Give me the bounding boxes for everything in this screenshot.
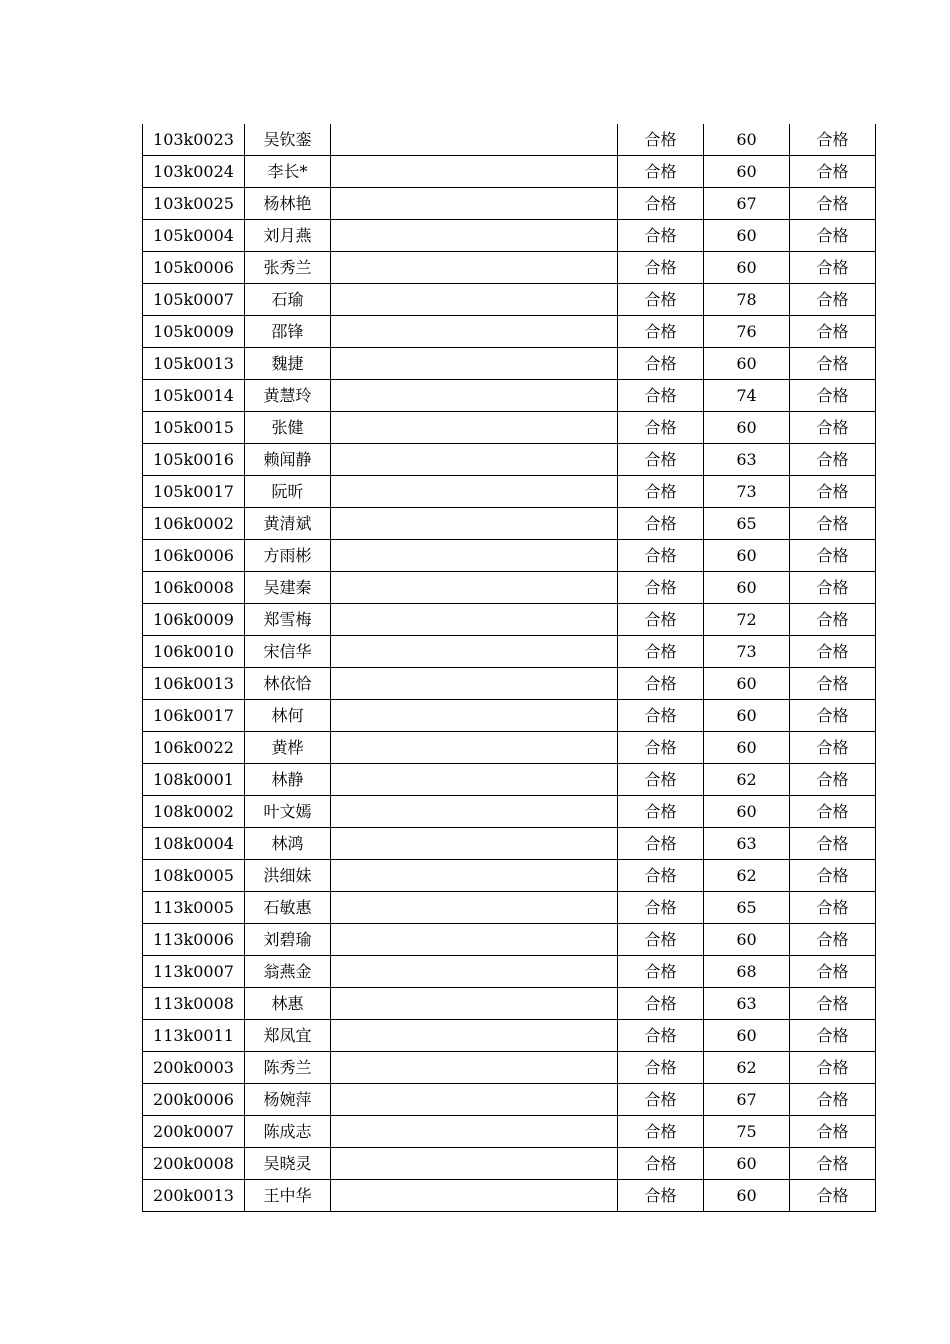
candidate-id-cell: 103k0024 — [143, 156, 245, 188]
score-cell: 60 — [704, 1180, 790, 1212]
candidate-id-cell: 106k0008 — [143, 572, 245, 604]
result-cell: 合格 — [618, 124, 704, 156]
table-row — [143, 252, 876, 284]
candidate-id-cell: 200k0008 — [143, 1148, 245, 1180]
score-cell: 63 — [704, 444, 790, 476]
result-cell: 合格 — [618, 156, 704, 188]
name-cell: 黄桦 — [245, 732, 331, 764]
name-cell: 赖闻静 — [245, 444, 331, 476]
score-cell: 60 — [704, 156, 790, 188]
score-cell: 60 — [704, 1148, 790, 1180]
final-result-cell: 合格 — [790, 732, 876, 764]
result-cell: 合格 — [618, 220, 704, 252]
blank-cell — [331, 444, 618, 476]
candidate-id-cell: 200k0013 — [143, 1180, 245, 1212]
table-row — [143, 924, 876, 956]
final-result-cell: 合格 — [790, 892, 876, 924]
result-cell: 合格 — [618, 764, 704, 796]
blank-cell — [331, 1052, 618, 1084]
score-cell: 65 — [704, 508, 790, 540]
name-cell: 郑凤宜 — [245, 1020, 331, 1052]
table-row — [143, 956, 876, 988]
result-cell: 合格 — [618, 860, 704, 892]
table-row — [143, 1116, 876, 1148]
final-result-cell: 合格 — [790, 1180, 876, 1212]
table-row — [143, 220, 876, 252]
name-cell: 宋信华 — [245, 636, 331, 668]
name-cell: 林惠 — [245, 988, 331, 1020]
name-cell: 邵锋 — [245, 316, 331, 348]
final-result-cell: 合格 — [790, 188, 876, 220]
name-cell: 王中华 — [245, 1180, 331, 1212]
candidate-id-cell: 200k0006 — [143, 1084, 245, 1116]
blank-cell — [331, 1084, 618, 1116]
final-result-cell: 合格 — [790, 604, 876, 636]
blank-cell — [331, 828, 618, 860]
final-result-cell: 合格 — [790, 380, 876, 412]
table-row — [143, 476, 876, 508]
candidate-id-cell: 200k0003 — [143, 1052, 245, 1084]
final-result-cell: 合格 — [790, 316, 876, 348]
table-row — [143, 348, 876, 380]
blank-cell — [331, 1148, 618, 1180]
result-cell: 合格 — [618, 1020, 704, 1052]
candidate-id-cell: 108k0004 — [143, 828, 245, 860]
name-cell: 杨林艳 — [245, 188, 331, 220]
final-result-cell: 合格 — [790, 700, 876, 732]
score-cell: 63 — [704, 828, 790, 860]
blank-cell — [331, 860, 618, 892]
result-cell: 合格 — [618, 412, 704, 444]
final-result-cell: 合格 — [790, 124, 876, 156]
candidate-id-cell: 105k0013 — [143, 348, 245, 380]
table-row — [143, 636, 876, 668]
name-cell: 刘碧瑜 — [245, 924, 331, 956]
result-cell: 合格 — [618, 1116, 704, 1148]
candidate-id-cell: 103k0023 — [143, 124, 245, 156]
final-result-cell: 合格 — [790, 284, 876, 316]
blank-cell — [331, 316, 618, 348]
results-sheet — [142, 124, 875, 1212]
candidate-id-cell: 108k0005 — [143, 860, 245, 892]
final-result-cell: 合格 — [790, 1020, 876, 1052]
blank-cell — [331, 252, 618, 284]
table-row — [143, 604, 876, 636]
final-result-cell: 合格 — [790, 476, 876, 508]
candidate-id-cell: 105k0006 — [143, 252, 245, 284]
name-cell: 翁燕金 — [245, 956, 331, 988]
result-cell: 合格 — [618, 988, 704, 1020]
final-result-cell: 合格 — [790, 1148, 876, 1180]
score-cell: 60 — [704, 924, 790, 956]
score-cell: 65 — [704, 892, 790, 924]
name-cell: 郑雪梅 — [245, 604, 331, 636]
candidate-id-cell: 105k0015 — [143, 412, 245, 444]
blank-cell — [331, 636, 618, 668]
score-cell: 60 — [704, 1020, 790, 1052]
score-cell: 60 — [704, 540, 790, 572]
blank-cell — [331, 572, 618, 604]
score-cell: 62 — [704, 860, 790, 892]
result-cell: 合格 — [618, 924, 704, 956]
candidate-id-cell: 200k0007 — [143, 1116, 245, 1148]
table-row — [143, 1180, 876, 1212]
name-cell: 陈成志 — [245, 1116, 331, 1148]
candidate-id-cell: 106k0017 — [143, 700, 245, 732]
result-cell: 合格 — [618, 348, 704, 380]
blank-cell — [331, 380, 618, 412]
table-row — [143, 508, 876, 540]
candidate-id-cell: 105k0009 — [143, 316, 245, 348]
score-cell: 60 — [704, 124, 790, 156]
blank-cell — [331, 1180, 618, 1212]
result-cell: 合格 — [618, 252, 704, 284]
blank-cell — [331, 476, 618, 508]
table-row — [143, 540, 876, 572]
candidate-id-cell: 113k0007 — [143, 956, 245, 988]
score-cell: 78 — [704, 284, 790, 316]
result-cell: 合格 — [618, 1148, 704, 1180]
result-cell: 合格 — [618, 892, 704, 924]
result-cell: 合格 — [618, 284, 704, 316]
final-result-cell: 合格 — [790, 444, 876, 476]
score-cell: 63 — [704, 988, 790, 1020]
name-cell: 洪细妹 — [245, 860, 331, 892]
result-cell: 合格 — [618, 1084, 704, 1116]
table-row — [143, 444, 876, 476]
name-cell: 石敏惠 — [245, 892, 331, 924]
candidate-id-cell: 106k0022 — [143, 732, 245, 764]
score-cell: 76 — [704, 316, 790, 348]
table-row — [143, 316, 876, 348]
table-row — [143, 1084, 876, 1116]
result-cell: 合格 — [618, 796, 704, 828]
final-result-cell: 合格 — [790, 668, 876, 700]
blank-cell — [331, 988, 618, 1020]
name-cell: 吴钦銮 — [245, 124, 331, 156]
name-cell: 刘月燕 — [245, 220, 331, 252]
score-cell: 68 — [704, 956, 790, 988]
blank-cell — [331, 700, 618, 732]
table-row — [143, 1148, 876, 1180]
name-cell: 石瑜 — [245, 284, 331, 316]
candidate-id-cell: 113k0011 — [143, 1020, 245, 1052]
final-result-cell: 合格 — [790, 508, 876, 540]
candidate-id-cell: 106k0009 — [143, 604, 245, 636]
final-result-cell: 合格 — [790, 1052, 876, 1084]
result-cell: 合格 — [618, 380, 704, 412]
result-cell: 合格 — [618, 732, 704, 764]
name-cell: 魏捷 — [245, 348, 331, 380]
table-row — [143, 380, 876, 412]
final-result-cell: 合格 — [790, 764, 876, 796]
name-cell: 阮昕 — [245, 476, 331, 508]
name-cell: 林静 — [245, 764, 331, 796]
blank-cell — [331, 796, 618, 828]
blank-cell — [331, 540, 618, 572]
score-cell: 74 — [704, 380, 790, 412]
name-cell: 叶文嫣 — [245, 796, 331, 828]
score-cell: 75 — [704, 1116, 790, 1148]
score-cell: 60 — [704, 796, 790, 828]
name-cell: 林依恰 — [245, 668, 331, 700]
candidate-id-cell: 105k0014 — [143, 380, 245, 412]
name-cell: 黄清斌 — [245, 508, 331, 540]
final-result-cell: 合格 — [790, 956, 876, 988]
score-cell: 60 — [704, 732, 790, 764]
score-cell: 67 — [704, 188, 790, 220]
candidate-id-cell: 105k0004 — [143, 220, 245, 252]
table-body — [143, 124, 876, 1212]
score-cell: 73 — [704, 636, 790, 668]
table-row — [143, 668, 876, 700]
table-row — [143, 764, 876, 796]
final-result-cell: 合格 — [790, 220, 876, 252]
name-cell: 李长* — [245, 156, 331, 188]
candidate-id-cell: 106k0013 — [143, 668, 245, 700]
candidate-id-cell: 105k0016 — [143, 444, 245, 476]
table-row — [143, 892, 876, 924]
blank-cell — [331, 604, 618, 636]
blank-cell — [331, 764, 618, 796]
final-result-cell: 合格 — [790, 540, 876, 572]
result-cell: 合格 — [618, 956, 704, 988]
final-result-cell: 合格 — [790, 828, 876, 860]
final-result-cell: 合格 — [790, 412, 876, 444]
score-cell: 60 — [704, 220, 790, 252]
blank-cell — [331, 508, 618, 540]
name-cell: 吴晓灵 — [245, 1148, 331, 1180]
blank-cell — [331, 284, 618, 316]
candidate-id-cell: 103k0025 — [143, 188, 245, 220]
table-row — [143, 1020, 876, 1052]
table-row — [143, 796, 876, 828]
name-cell: 林鸿 — [245, 828, 331, 860]
candidate-id-cell: 106k0010 — [143, 636, 245, 668]
final-result-cell: 合格 — [790, 796, 876, 828]
score-cell: 72 — [704, 604, 790, 636]
name-cell: 陈秀兰 — [245, 1052, 331, 1084]
candidate-id-cell: 106k0006 — [143, 540, 245, 572]
blank-cell — [331, 220, 618, 252]
blank-cell — [331, 732, 618, 764]
final-result-cell: 合格 — [790, 1084, 876, 1116]
score-cell: 60 — [704, 348, 790, 380]
result-cell: 合格 — [618, 636, 704, 668]
result-cell: 合格 — [618, 668, 704, 700]
score-cell: 60 — [704, 700, 790, 732]
table-row — [143, 572, 876, 604]
blank-cell — [331, 924, 618, 956]
final-result-cell: 合格 — [790, 924, 876, 956]
score-cell: 73 — [704, 476, 790, 508]
score-cell: 60 — [704, 412, 790, 444]
final-result-cell: 合格 — [790, 860, 876, 892]
result-cell: 合格 — [618, 508, 704, 540]
candidate-id-cell: 108k0002 — [143, 796, 245, 828]
blank-cell — [331, 956, 618, 988]
name-cell: 林何 — [245, 700, 331, 732]
blank-cell — [331, 188, 618, 220]
blank-cell — [331, 668, 618, 700]
table-row — [143, 700, 876, 732]
result-cell: 合格 — [618, 540, 704, 572]
score-cell: 60 — [704, 572, 790, 604]
table-row — [143, 732, 876, 764]
table-row — [143, 988, 876, 1020]
candidate-id-cell: 113k0005 — [143, 892, 245, 924]
final-result-cell: 合格 — [790, 1116, 876, 1148]
score-cell: 60 — [704, 252, 790, 284]
candidate-id-cell: 113k0008 — [143, 988, 245, 1020]
blank-cell — [331, 156, 618, 188]
name-cell: 方雨彬 — [245, 540, 331, 572]
score-cell: 62 — [704, 764, 790, 796]
result-cell: 合格 — [618, 476, 704, 508]
candidate-id-cell: 105k0017 — [143, 476, 245, 508]
final-result-cell: 合格 — [790, 348, 876, 380]
name-cell: 张健 — [245, 412, 331, 444]
table-row — [143, 828, 876, 860]
blank-cell — [331, 892, 618, 924]
result-cell: 合格 — [618, 700, 704, 732]
table-row — [143, 860, 876, 892]
result-cell: 合格 — [618, 188, 704, 220]
blank-cell — [331, 124, 618, 156]
score-cell: 62 — [704, 1052, 790, 1084]
final-result-cell: 合格 — [790, 988, 876, 1020]
table-row — [143, 412, 876, 444]
result-cell: 合格 — [618, 604, 704, 636]
blank-cell — [331, 348, 618, 380]
table-row — [143, 1052, 876, 1084]
result-cell: 合格 — [618, 316, 704, 348]
table-row — [143, 124, 876, 156]
final-result-cell: 合格 — [790, 156, 876, 188]
candidate-id-cell: 113k0006 — [143, 924, 245, 956]
blank-cell — [331, 1116, 618, 1148]
blank-cell — [331, 412, 618, 444]
score-cell: 67 — [704, 1084, 790, 1116]
candidate-id-cell: 105k0007 — [143, 284, 245, 316]
candidate-id-cell: 108k0001 — [143, 764, 245, 796]
result-cell: 合格 — [618, 572, 704, 604]
name-cell: 吴建秦 — [245, 572, 331, 604]
result-cell: 合格 — [618, 444, 704, 476]
table-row — [143, 188, 876, 220]
final-result-cell: 合格 — [790, 572, 876, 604]
blank-cell — [331, 1020, 618, 1052]
results-table — [142, 124, 876, 1212]
final-result-cell: 合格 — [790, 252, 876, 284]
name-cell: 黄慧玲 — [245, 380, 331, 412]
candidate-id-cell: 106k0002 — [143, 508, 245, 540]
table-row — [143, 156, 876, 188]
table-row — [143, 284, 876, 316]
result-cell: 合格 — [618, 1180, 704, 1212]
score-cell: 60 — [704, 668, 790, 700]
name-cell: 张秀兰 — [245, 252, 331, 284]
name-cell: 杨婉萍 — [245, 1084, 331, 1116]
result-cell: 合格 — [618, 828, 704, 860]
result-cell: 合格 — [618, 1052, 704, 1084]
final-result-cell: 合格 — [790, 636, 876, 668]
